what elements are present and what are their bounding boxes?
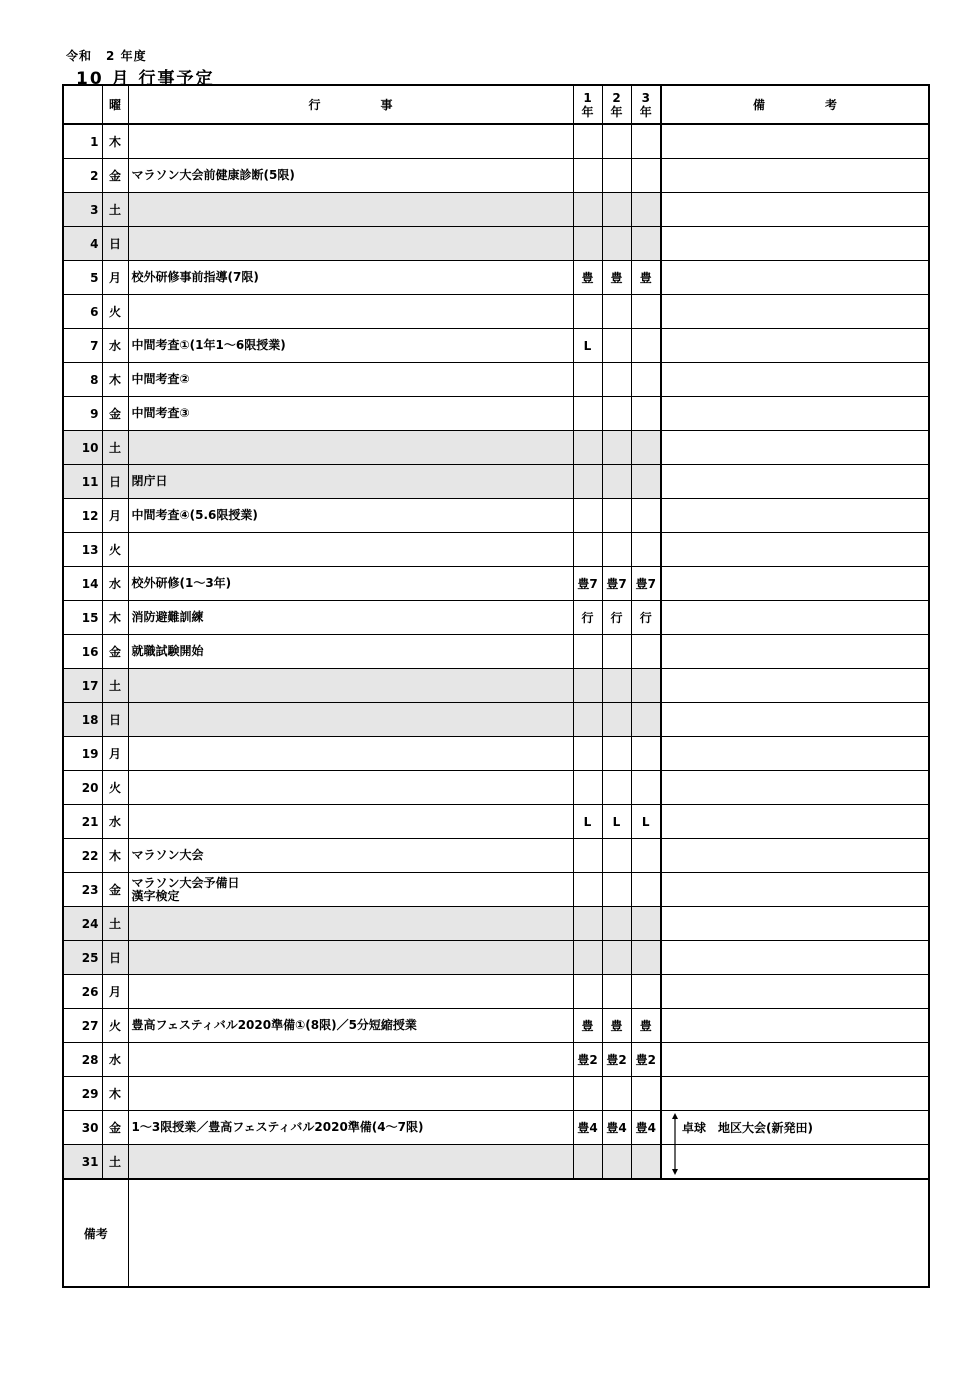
year-2-mark: L	[602, 805, 631, 839]
notes-row	[63, 1179, 929, 1287]
year-2-mark: 豊	[602, 1009, 631, 1043]
day-of-week: 月	[102, 261, 128, 295]
event-cell	[128, 465, 573, 499]
day-row	[63, 669, 929, 703]
day-row	[63, 227, 929, 261]
header-year-1-label: 年	[581, 104, 594, 119]
year-2-mark	[602, 771, 631, 805]
day-row	[63, 703, 929, 737]
day-row	[63, 601, 929, 635]
year-1-mark	[573, 227, 602, 261]
year-1-mark	[573, 635, 602, 669]
year-2-mark	[602, 431, 631, 465]
year-3-mark	[631, 907, 661, 941]
day-of-week: 木	[102, 124, 128, 159]
day-of-week: 木	[102, 363, 128, 397]
event-text: 中間考査④(5.6限授業)	[131, 508, 258, 522]
day-row	[63, 159, 929, 193]
day-of-week: 木	[102, 1077, 128, 1111]
remarks-cell	[661, 771, 929, 805]
year-3-mark	[631, 227, 661, 261]
year-3-mark: L	[631, 805, 661, 839]
year-3-mark	[631, 635, 661, 669]
year-3-mark	[631, 193, 661, 227]
day-number: 17	[63, 669, 102, 703]
day-row	[63, 363, 929, 397]
day-row	[63, 193, 929, 227]
remarks-cell	[661, 159, 929, 193]
remarks-cell	[661, 465, 929, 499]
day-row	[63, 805, 929, 839]
year-3-mark: 豊2	[631, 1043, 661, 1077]
year-3-mark	[631, 669, 661, 703]
year-3-mark	[631, 1077, 661, 1111]
year-2-mark	[602, 363, 631, 397]
year-1-mark: L	[573, 329, 602, 363]
remarks-cell	[661, 567, 929, 601]
year-2-mark	[602, 499, 631, 533]
header-day-cell	[63, 85, 102, 124]
day-row	[63, 1043, 929, 1077]
year-2-mark	[602, 703, 631, 737]
year-3-mark	[631, 431, 661, 465]
year-2-mark	[602, 329, 631, 363]
day-number: 26	[63, 975, 102, 1009]
year-1-mark: L	[573, 805, 602, 839]
remarks-cell	[661, 1145, 929, 1180]
day-row	[63, 635, 929, 669]
year-3-mark: 豊4	[631, 1111, 661, 1145]
day-of-week: 月	[102, 975, 128, 1009]
day-number: 6	[63, 295, 102, 329]
day-of-week: 日	[102, 465, 128, 499]
year-3-mark	[631, 465, 661, 499]
year-3-mark	[631, 873, 661, 907]
remarks-cell	[661, 941, 929, 975]
remarks-cell	[661, 397, 929, 431]
header-dow: 曜	[102, 85, 128, 124]
day-number: 29	[63, 1077, 102, 1111]
era-name: 令和	[66, 49, 93, 63]
day-number: 20	[63, 771, 102, 805]
day-of-week: 土	[102, 669, 128, 703]
year-3-mark	[631, 533, 661, 567]
event-cell	[128, 737, 573, 771]
remarks-cell	[661, 907, 929, 941]
remarks-cell	[661, 1043, 929, 1077]
year-1-mark	[573, 669, 602, 703]
day-number: 4	[63, 227, 102, 261]
event-cell	[128, 193, 573, 227]
day-of-week: 水	[102, 329, 128, 363]
year-1-mark	[573, 1145, 602, 1180]
day-row	[63, 1145, 929, 1180]
day-number: 8	[63, 363, 102, 397]
year-3-mark	[631, 703, 661, 737]
day-row	[63, 533, 929, 567]
event-text: 1～3限授業／豊高フェスティバル2020準備(4～7限)	[131, 1120, 424, 1134]
day-of-week: 火	[102, 771, 128, 805]
day-number: 19	[63, 737, 102, 771]
header-row	[63, 85, 929, 124]
event-cell	[128, 261, 573, 295]
event-cell	[128, 1077, 573, 1111]
day-of-week: 月	[102, 737, 128, 771]
header-event: 行事	[128, 85, 573, 124]
year-1-mark	[573, 499, 602, 533]
day-row	[63, 975, 929, 1009]
day-of-week: 火	[102, 295, 128, 329]
day-row	[63, 124, 929, 159]
year-2-mark	[602, 533, 631, 567]
year-1-mark: 行	[573, 601, 602, 635]
year-1-mark	[573, 431, 602, 465]
year-1-mark	[573, 941, 602, 975]
year-2-mark: 豊	[602, 261, 631, 295]
month-number: 10	[76, 69, 104, 89]
event-text-line2: 漢字検定	[131, 888, 180, 903]
event-cell	[128, 975, 573, 1009]
day-number: 7	[63, 329, 102, 363]
year-3-mark	[631, 295, 661, 329]
event-cell	[128, 567, 573, 601]
day-of-week: 土	[102, 907, 128, 941]
year-2-mark	[602, 1077, 631, 1111]
event-cell	[128, 363, 573, 397]
year-1-mark: 豊	[573, 1009, 602, 1043]
day-of-week: 日	[102, 941, 128, 975]
year-1-mark: 豊7	[573, 567, 602, 601]
year-1-mark: 豊	[573, 261, 602, 295]
year-1-mark	[573, 363, 602, 397]
day-row	[63, 567, 929, 601]
year-3-mark: 行	[631, 601, 661, 635]
event-cell	[128, 329, 573, 363]
remarks-cell	[661, 1077, 929, 1111]
header-year-1-num: 1	[583, 90, 592, 105]
year-3-mark	[631, 124, 661, 159]
day-row	[63, 839, 929, 873]
day-number: 14	[63, 567, 102, 601]
day-row	[63, 261, 929, 295]
remarks-cell	[661, 873, 929, 907]
remarks-cell	[661, 669, 929, 703]
year-3-mark	[631, 1145, 661, 1180]
event-text: 消防避難訓練	[131, 610, 204, 624]
event-cell	[128, 533, 573, 567]
day-row	[63, 431, 929, 465]
event-text: 中間考査③	[131, 406, 190, 420]
fiscal-year-line	[66, 47, 147, 64]
remarks-cell	[661, 329, 929, 363]
header-year-3-num: 3	[641, 90, 650, 105]
event-cell	[128, 1009, 573, 1043]
day-of-week: 金	[102, 159, 128, 193]
year-2-mark	[602, 635, 631, 669]
year-2-mark	[602, 839, 631, 873]
day-number: 9	[63, 397, 102, 431]
event-text: 校外研修(1～3年)	[131, 576, 232, 590]
day-number: 10	[63, 431, 102, 465]
day-of-week: 日	[102, 227, 128, 261]
year-3-mark	[631, 941, 661, 975]
event-text: マラソン大会前健康診断(5限)	[131, 168, 295, 182]
event-cell	[128, 839, 573, 873]
year-1-mark	[573, 975, 602, 1009]
year-1-mark	[573, 124, 602, 159]
year-1-mark	[573, 533, 602, 567]
year-1-mark	[573, 193, 602, 227]
remarks-cell	[661, 805, 929, 839]
remarks-cell	[661, 363, 929, 397]
header-year-2	[602, 85, 631, 124]
event-cell	[128, 397, 573, 431]
day-number: 15	[63, 601, 102, 635]
remarks-cell	[661, 703, 929, 737]
remarks-cell	[661, 601, 929, 635]
day-of-week: 火	[102, 533, 128, 567]
day-row	[63, 941, 929, 975]
year-2-mark: 豊7	[602, 567, 631, 601]
day-row	[63, 465, 929, 499]
event-cell	[128, 601, 573, 635]
day-row	[63, 771, 929, 805]
day-number: 22	[63, 839, 102, 873]
year-2-mark	[602, 193, 631, 227]
day-row	[63, 499, 929, 533]
year-2-mark: 行	[602, 601, 631, 635]
event-cell	[128, 635, 573, 669]
event-text: マラソン大会予備日	[131, 875, 240, 890]
year-2-mark: 豊4	[602, 1111, 631, 1145]
day-row	[63, 295, 929, 329]
year-2-mark	[602, 397, 631, 431]
day-row	[63, 873, 929, 907]
event-cell	[128, 227, 573, 261]
year-1-mark	[573, 737, 602, 771]
event-text: 校外研修事前指導(7限)	[131, 270, 259, 284]
header-year-2-num: 2	[612, 90, 621, 105]
day-number: 3	[63, 193, 102, 227]
remarks-cell	[661, 635, 929, 669]
remarks-cell	[661, 737, 929, 771]
event-cell	[128, 1111, 573, 1145]
year-3-mark	[631, 159, 661, 193]
year-2-mark	[602, 295, 631, 329]
year-1-mark	[573, 1077, 602, 1111]
day-number: 2	[63, 159, 102, 193]
day-row	[63, 737, 929, 771]
remarks-cell	[661, 431, 929, 465]
day-of-week: 金	[102, 397, 128, 431]
schedule-table	[62, 84, 930, 1288]
day-row	[63, 397, 929, 431]
day-row	[63, 1111, 929, 1145]
day-of-week: 土	[102, 1145, 128, 1180]
day-number: 25	[63, 941, 102, 975]
year-3-mark: 豊	[631, 261, 661, 295]
header-year-3	[631, 85, 661, 124]
remarks-cell	[661, 1009, 929, 1043]
day-number: 28	[63, 1043, 102, 1077]
day-number: 11	[63, 465, 102, 499]
event-text: 中間考査②	[131, 372, 190, 386]
day-of-week: 木	[102, 601, 128, 635]
day-of-week: 火	[102, 1009, 128, 1043]
year-2-mark	[602, 465, 631, 499]
day-number: 24	[63, 907, 102, 941]
remarks-cell	[661, 1111, 929, 1145]
remarks-cell	[661, 193, 929, 227]
year-2-mark	[602, 907, 631, 941]
remarks-cell	[661, 839, 929, 873]
day-row	[63, 329, 929, 363]
era-year: 2	[106, 49, 116, 63]
year-3-mark	[631, 975, 661, 1009]
year-1-mark: 豊4	[573, 1111, 602, 1145]
day-number: 27	[63, 1009, 102, 1043]
event-cell	[128, 431, 573, 465]
remarks-cell	[661, 295, 929, 329]
event-cell	[128, 1043, 573, 1077]
year-suffix: 年度	[120, 49, 147, 63]
remarks-cell	[661, 499, 929, 533]
day-of-week: 金	[102, 635, 128, 669]
remarks-text: 卓球 地区大会(新発田)	[682, 1121, 813, 1135]
event-cell	[128, 703, 573, 737]
year-3-mark	[631, 363, 661, 397]
year-3-mark	[631, 397, 661, 431]
event-cell	[128, 669, 573, 703]
remarks-cell	[661, 261, 929, 295]
event-cell	[128, 159, 573, 193]
remarks-cell	[661, 124, 929, 159]
year-1-mark	[573, 703, 602, 737]
event-text: マラソン大会	[131, 848, 204, 862]
year-2-mark: 豊2	[602, 1043, 631, 1077]
notes-label: 備考	[63, 1179, 128, 1287]
day-row	[63, 1077, 929, 1111]
event-cell	[128, 941, 573, 975]
day-number: 30	[63, 1111, 102, 1145]
day-of-week: 水	[102, 1043, 128, 1077]
day-number: 18	[63, 703, 102, 737]
remarks-cell	[661, 975, 929, 1009]
day-of-week: 金	[102, 1111, 128, 1145]
year-1-mark	[573, 907, 602, 941]
span-arrow-icon	[669, 1113, 681, 1175]
year-1-mark	[573, 873, 602, 907]
year-3-mark	[631, 499, 661, 533]
day-of-week: 金	[102, 873, 128, 907]
year-3-mark: 豊	[631, 1009, 661, 1043]
day-of-week: 月	[102, 499, 128, 533]
day-number: 12	[63, 499, 102, 533]
month-title-text: 月 行事予定	[111, 69, 215, 89]
day-number: 21	[63, 805, 102, 839]
day-number: 23	[63, 873, 102, 907]
year-1-mark	[573, 159, 602, 193]
day-number: 16	[63, 635, 102, 669]
event-text: 豊高フェスティバル2020準備①(8限)／5分短縮授業	[131, 1018, 417, 1032]
year-2-mark	[602, 873, 631, 907]
year-1-mark	[573, 397, 602, 431]
event-cell	[128, 805, 573, 839]
day-of-week: 木	[102, 839, 128, 873]
event-cell	[128, 499, 573, 533]
event-cell	[128, 124, 573, 159]
day-row	[63, 1009, 929, 1043]
event-text: 就職試験開始	[131, 644, 204, 658]
year-2-mark	[602, 1145, 631, 1180]
event-cell	[128, 907, 573, 941]
event-text: 中間考査①(1年1～6限授業)	[131, 338, 286, 352]
day-of-week: 日	[102, 703, 128, 737]
year-2-mark	[602, 941, 631, 975]
year-2-mark	[602, 737, 631, 771]
year-3-mark	[631, 839, 661, 873]
year-2-mark	[602, 227, 631, 261]
year-2-mark	[602, 159, 631, 193]
event-cell	[128, 1145, 573, 1180]
day-of-week: 水	[102, 805, 128, 839]
day-row	[63, 907, 929, 941]
event-cell	[128, 873, 573, 907]
year-1-mark: 豊2	[573, 1043, 602, 1077]
day-number: 31	[63, 1145, 102, 1180]
remarks-cell	[661, 533, 929, 567]
event-text: 閉庁日	[131, 474, 168, 488]
day-number: 1	[63, 124, 102, 159]
remarks-cell	[661, 227, 929, 261]
year-1-mark	[573, 295, 602, 329]
event-cell	[128, 295, 573, 329]
year-1-mark	[573, 465, 602, 499]
header-year-2-label: 年	[610, 104, 623, 119]
year-1-mark	[573, 839, 602, 873]
year-2-mark	[602, 669, 631, 703]
year-3-mark: 豊7	[631, 567, 661, 601]
header-remarks: 備考	[661, 85, 929, 124]
year-2-mark	[602, 124, 631, 159]
year-3-mark	[631, 329, 661, 363]
day-number: 5	[63, 261, 102, 295]
day-of-week: 土	[102, 193, 128, 227]
event-cell	[128, 771, 573, 805]
year-3-mark	[631, 737, 661, 771]
year-2-mark	[602, 975, 631, 1009]
year-3-mark	[631, 771, 661, 805]
day-number: 13	[63, 533, 102, 567]
header-year-3-label: 年	[639, 104, 652, 119]
day-of-week: 水	[102, 567, 128, 601]
header-year-1	[573, 85, 602, 124]
year-1-mark	[573, 771, 602, 805]
notes-content	[128, 1179, 929, 1287]
day-of-week: 土	[102, 431, 128, 465]
